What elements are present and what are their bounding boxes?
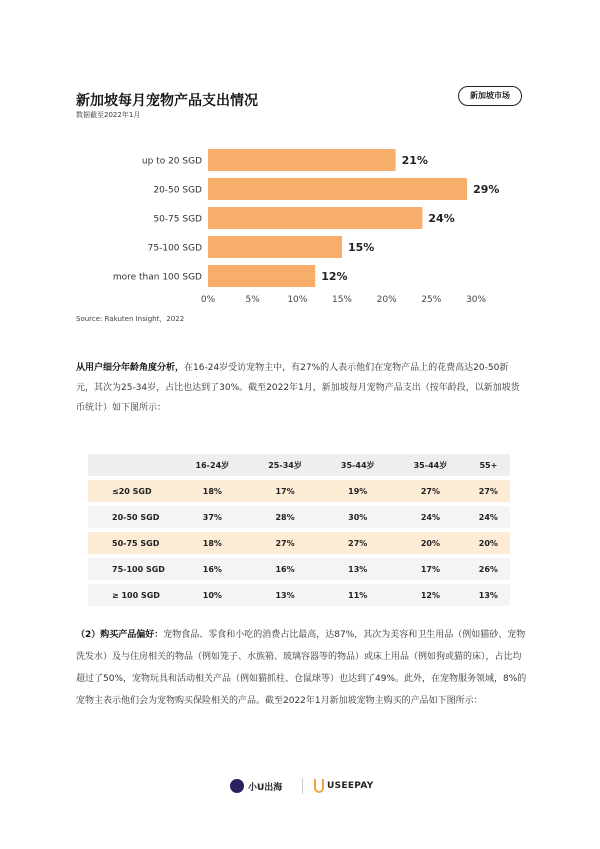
table-cell: 27% xyxy=(394,480,467,502)
table-cell: 12% xyxy=(394,584,467,606)
paragraph-body: 宠物食品、零食和小吃的消费占比最高，达87%，其次为美容和卫生用品（例如猫砂、宠物洗发水）及与住房相关的物品（例如笼子、水族箱、玻璃容器等的物品）或床上用品（例如狗或猫的床），占比均超过了50%，宠物玩具和活动相关产品（例如猫抓柱、仓鼠球等）也达到了49%。此外，在宠物服务领域，8%的宠物主表示他们会为宠物购买保险相关的产品。截至2022年1月新加坡宠物主购买的产品如下图所示： xyxy=(76,630,527,706)
category-label: more than 100 SGD xyxy=(112,272,202,283)
table-cell: 13% xyxy=(467,584,510,606)
table-cell: 16% xyxy=(176,558,249,580)
table-row xyxy=(88,558,510,580)
age-spending-table xyxy=(88,450,510,610)
page-title: 新加坡每月宠物产品支出情况 xyxy=(76,93,258,109)
table-cell: 27% xyxy=(249,532,322,554)
table-cell: 19% xyxy=(321,480,394,502)
brand-logo-right xyxy=(314,779,374,793)
x-tick-label: 30% xyxy=(465,295,487,305)
table-cell: 28% xyxy=(249,506,322,528)
table-header-cell xyxy=(88,454,176,476)
age-analysis-paragraph xyxy=(76,358,526,418)
table-cell: 13% xyxy=(321,558,394,580)
table-row xyxy=(88,480,510,502)
page-footer xyxy=(0,772,600,802)
xiaou-logo-icon xyxy=(230,779,244,793)
paragraph-body: 在16-24岁受访宠物主中，有27%的人表示他们在宠物产品上的花费高达20-50新元，其次为25-34岁，占比也达到了30%。截至2022年1月，新加坡每月宠物产品支出（按年龄段，以新加坡货币统计）如下图所示： xyxy=(76,363,520,413)
table-header-cell: 25-34岁 xyxy=(249,454,322,476)
table-cell: 13% xyxy=(249,584,322,606)
table-cell: 16% xyxy=(249,558,322,580)
table-cell: 37% xyxy=(176,506,249,528)
table-cell: 20% xyxy=(394,532,467,554)
chart-source: Source: Rakuten Insight，2022 xyxy=(76,315,185,323)
purchase-preference-paragraph xyxy=(76,624,528,712)
x-tick-label: 20% xyxy=(376,295,397,305)
table-cell: 18% xyxy=(176,532,249,554)
table-cell: 17% xyxy=(249,480,322,502)
brand-logo-left xyxy=(230,779,282,793)
table-cell: 20% xyxy=(467,532,510,554)
useepay-logo-icon xyxy=(314,779,324,793)
table-cell: 18% xyxy=(176,480,249,502)
row-label: 20-50 SGD xyxy=(88,506,176,528)
value-label: 21% xyxy=(401,154,428,167)
table-cell: 17% xyxy=(394,558,467,580)
footer-divider xyxy=(302,778,303,794)
table-cell: 10% xyxy=(176,584,249,606)
table-row xyxy=(88,532,510,554)
market-badge: 新加坡市场 xyxy=(458,86,522,106)
value-label: 24% xyxy=(428,212,455,225)
table-header-cell: 55+ xyxy=(467,454,510,476)
category-label: 75-100 SGD xyxy=(147,243,202,254)
category-label: 20-50 SGD xyxy=(153,185,202,196)
paragraph-lead: （2）购买产品偏好： xyxy=(76,630,164,640)
row-label: 75-100 SGD xyxy=(88,558,176,580)
x-tick-label: 15% xyxy=(331,295,353,305)
paragraph-lead: 从用户细分年龄角度分析， xyxy=(76,363,185,373)
row-label: ≥ 100 SGD xyxy=(88,584,176,606)
table-header-cell: 35-44岁 xyxy=(394,454,467,476)
bar xyxy=(208,207,422,229)
table-row xyxy=(88,584,510,606)
spending-bar-chart xyxy=(0,140,600,310)
x-tick-label: 0% xyxy=(200,295,216,305)
x-tick-label: 10% xyxy=(287,295,308,305)
bar xyxy=(208,149,396,171)
brand-left-name: 小U出海 xyxy=(248,782,283,793)
brand-right-name: USEEPAY xyxy=(327,781,374,791)
table-header-cell: 35-44岁 xyxy=(321,454,394,476)
page-subtitle: 数据截至2022年1月 xyxy=(76,111,141,119)
value-label: 12% xyxy=(321,270,348,283)
row-label: ≤20 SGD xyxy=(88,480,176,502)
table-header-row xyxy=(88,454,510,476)
x-tick-label: 5% xyxy=(245,295,260,305)
bar xyxy=(208,265,315,287)
category-label: up to 20 SGD xyxy=(141,156,202,167)
category-label: 50-75 SGD xyxy=(153,214,202,225)
row-label: 50-75 SGD xyxy=(88,532,176,554)
table-cell: 30% xyxy=(321,506,394,528)
table-cell: 27% xyxy=(467,480,510,502)
value-label: 29% xyxy=(473,183,500,196)
bar xyxy=(208,178,467,200)
table-cell: 26% xyxy=(467,558,510,580)
table-cell: 27% xyxy=(321,532,394,554)
table-row xyxy=(88,506,510,528)
table-header-cell: 16-24岁 xyxy=(176,454,249,476)
table-cell: 24% xyxy=(394,506,467,528)
table-cell: 24% xyxy=(467,506,510,528)
bar xyxy=(208,236,342,258)
x-tick-label: 25% xyxy=(421,295,442,305)
value-label: 15% xyxy=(348,241,375,254)
table-cell: 11% xyxy=(321,584,394,606)
